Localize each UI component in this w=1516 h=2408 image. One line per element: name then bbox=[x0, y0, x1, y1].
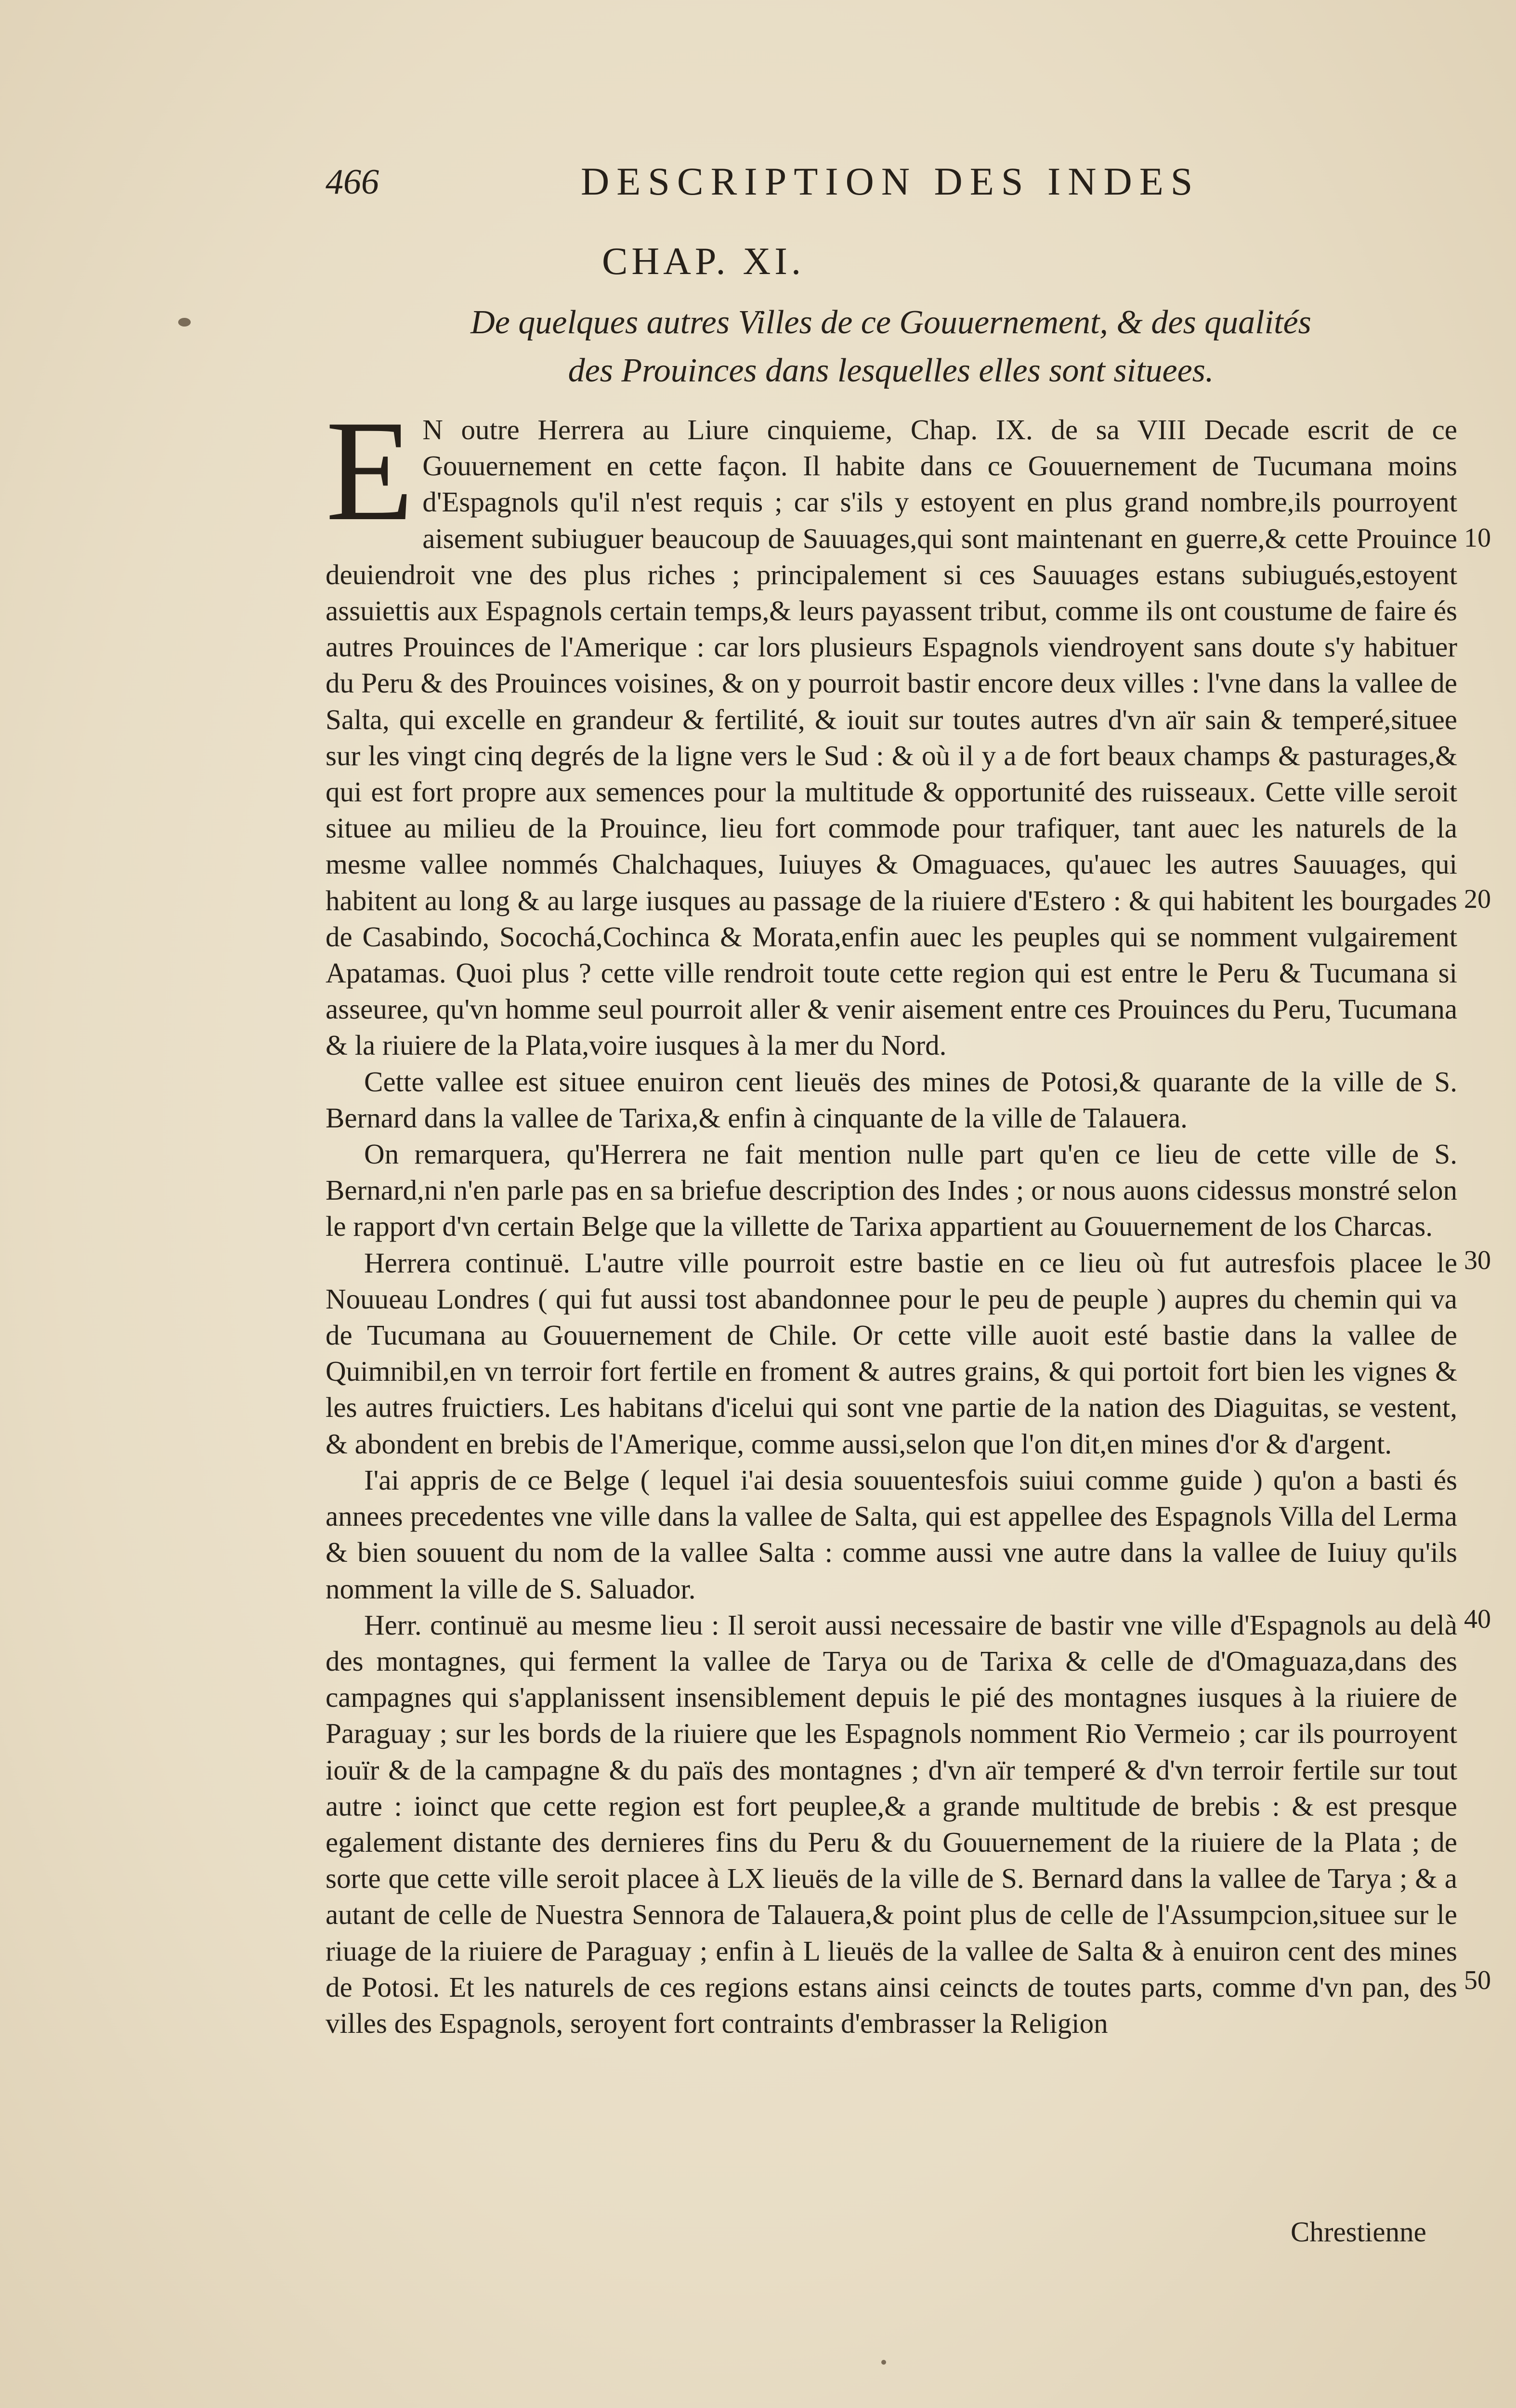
line-number-marker: 20 bbox=[1464, 884, 1491, 914]
page-header bbox=[326, 159, 1491, 212]
paragraph: Cette vallee est situee enuiron cent lieuës des mines de Potosi,& quarante de la ville de S. Bernard dans la vallee de Tarixa,& enfin à cinquante de la ville de Talauera. bbox=[326, 1065, 1457, 1134]
ink-spot bbox=[881, 2360, 886, 2365]
chapter-subtitle bbox=[433, 299, 1348, 395]
paragraph: Herr. continuë au mesme lieu : Il seroit aussi necessaire de bastir vne ville d'Espagnols au delà des montagnes, qui ferment la vallee de Tarya ou de Tarixa & celle de d'Omaguaza,dans des campagnes qui s'applanissent insensiblement depuis le pié des montagnes iusques à la riuiere de Paraguay ; sur les bords de la riuiere que les Espagnols nomment Rio Vermeio ; car ils pourroyent iouïr & de la campagne & du païs des montagnes ; d'vn aïr temperé & d'vn terroir fertile sur tout autre : ioinct que cette region est fort peuplee,& a grande multitude de brebis : & est presque egalement distante des dernieres fins du Peru & du Gouuernement de la riuiere de la Plata ; de sorte que cette ville seroit placee à LX lieuës de la ville de S. Bernard dans la vallee de Tarya ; & a autant de celle de Nuestra Sennora de Talauera,& point plus de celle de l'Assumpcion,situee sur le riuage de la riuiere de Paraguay ; enfin à L lieuës de la vallee de Salta & à enuiron cent des mines de Potosi. Et les naturels de ces regions estans ainsi ceincts de toutes parts, comme d'vn pan, des villes des Espagnols, seroyent fort contraints d'embrasser la Religion bbox=[326, 1609, 1457, 2039]
paragraph: Herrera continuë. L'autre ville pourroit estre bastie en ce lieu où fut autresfois placee le Nouueau Londres ( qui fut aussi tost abandonnee pour le peu de peuple ) aupres du chemin qui va de Tucumana au Gouuernement de Chile. Or cette ville auoit esté bastie dans la vallee de Quimnibil,en vn terroir fort fertile en froment & autres grains, & qui portoit fort bien les vignes & les autres fruictiers. Les habitans d'icelui qui sont vne partie de la nation des Diaguitas, se vestent, & abondent en brebis de l'Amerique, comme aussi,selon que l'on dit,en mines d'or & d'argent. bbox=[326, 1246, 1457, 1460]
line-number-marker: 40 bbox=[1464, 1604, 1491, 1634]
line-number-marker: 50 bbox=[1464, 1965, 1491, 1995]
subtitle-line: De quelques autres Villes de ce Gouuernement, & des qualités bbox=[470, 304, 1311, 341]
paragraph: On remarquera, qu'Herrera ne fait mention nulle part qu'en ce lieu de cette ville de S. Bernard,ni n'en parle pas en sa briefue description des Indes ; or nous auons cidessus monstré selon le rapport d'vn certain Belge que la villette de Tarixa appartient au Gouuernement de los Charcas. bbox=[326, 1138, 1457, 1243]
chapter-title: CHAP. XI. bbox=[602, 240, 805, 283]
drop-cap: E bbox=[326, 391, 414, 550]
subtitle-line: des Prouinces dans lesquelles elles sont situees. bbox=[568, 352, 1214, 389]
paragraph: I'ai appris de ce Belge ( lequel i'ai desia souuentesfois suiui comme guide ) qu'on a basti és annees precedentes vne ville dans la vallee de Salta, qui est appellee des Espagnols Villa del Lerma & bien souuent du nom de la vallee Salta : comme aussi vne autre dans la vallee de Iuiuy qu'ils nomment la ville de S. Saluador. bbox=[326, 1464, 1457, 1605]
paragraph-text: N outre Herrera au Liure cinquieme, Chap. IX. de sa VIII Decade escrit de ce Gouuernement en cette façon. Il habite dans ce Gouuernement de Tucumana moins d'Espagnols qu'il n'est requis ; car s'ils y estoyent en plus grand nombre,ils pourroyent aisement subiuguer beaucoup de Sauuages,qui sont maintenant en guerre,& cette Prouince deuiendroit vne des plus riches ; principalement si ces Sauuages estans subiugués,estoyent assuiettis aux Espagnols certain temps,& leurs payassent tribut, comme ils ont coustume de faire és autres Prouinces de l'Amerique : car lors plusieurs Espagnols viendroyent sans doute s'y habituer du Peru & des Prouinces voisines, & on y pourroit bastir encore deux villes : l'vne dans la vallee de Salta, qui excelle en grandeur & fertilité, & iouit sur toutes autres d'vn aïr sain & temperé,situee sur les vingt cinq degrés de la ligne vers le Sud : & où il y a de fort beaux champs & pasturages,& qui est fort propre aux semences pour la multitude & opportunité des ruisseaux. Cette ville seroit situee au milieu de la Prouince, lieu fort commode pour trafiquer, tant auec les naturels de la mesme vallee nommés Chalchaques, Iuiuyes & Omaguaces, qu'auec les autres Sauuages, qui habitent au long & au large iusques au passage de la riuiere d'Estero : & qui habitent les bourgades de Casabindo, Socochá,Cochinca & Morata,enfin auec les peuples qui se nomment vulgairement Apatamas. Quoi plus ? cette ville rendroit toute cette region qui est entre le Peru & Tucumana si asseuree, qu'vn homme seul pourroit aller & venir aisement entre ces Prouinces du Peru, Tucumana & la riuiere de la Plata,voire iusques à la mer du Nord. bbox=[326, 414, 1457, 1061]
catchword: Chrestienne bbox=[1291, 2216, 1426, 2248]
line-number-marker: 10 bbox=[1464, 523, 1491, 553]
main-text bbox=[326, 391, 1457, 2042]
line-number-marker: 30 bbox=[1464, 1245, 1491, 1275]
ink-spot bbox=[178, 318, 191, 327]
paragraph bbox=[326, 391, 1457, 1064]
page-number: 466 bbox=[326, 162, 379, 202]
running-title: DESCRIPTION DES INDES bbox=[581, 159, 1200, 203]
